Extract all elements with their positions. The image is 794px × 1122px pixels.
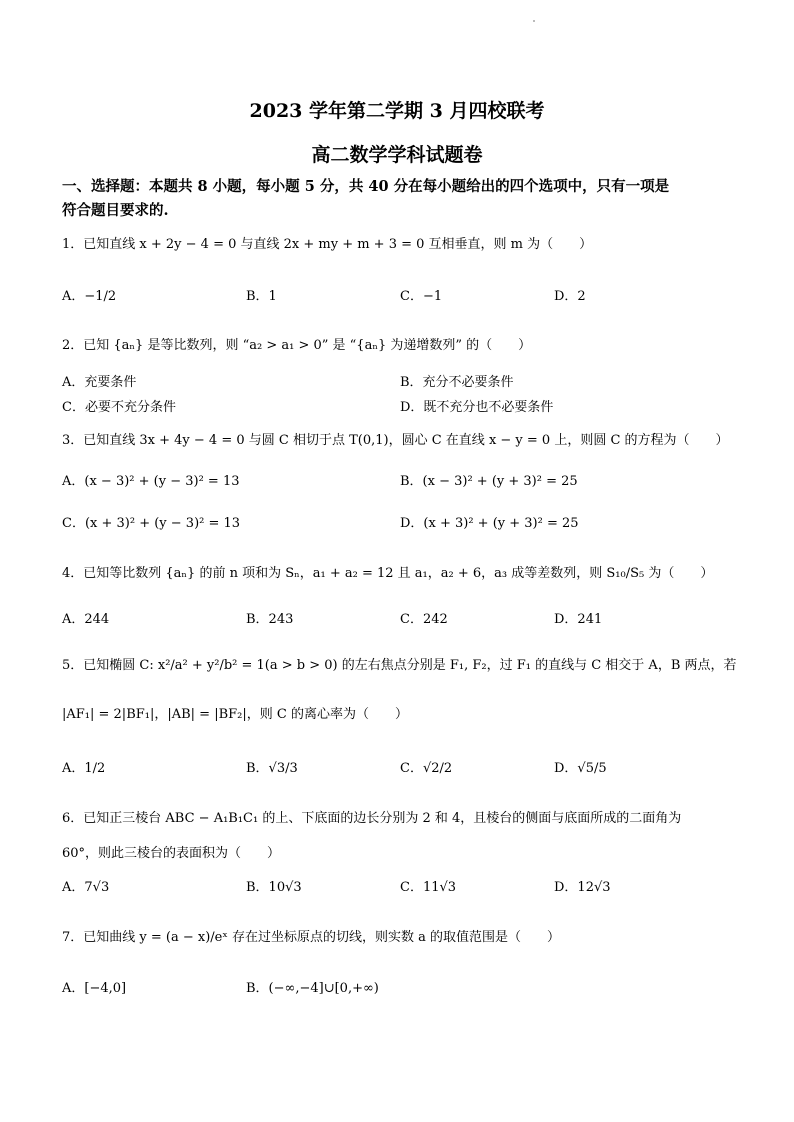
section-heading-line1: 一、选择题：本题共 8 小题，每小题 5 分，共 40 分在每小题给出的四个选项中，只有一项是 <box>62 178 670 195</box>
question-6-option-d: D．12√3 <box>554 880 611 895</box>
question-2-option-c: C．必要不充分条件 <box>62 400 176 415</box>
question-3-option-a: A．(x − 3)² + (y − 3)² = 13 <box>62 474 240 489</box>
question-7-option-b: B．(−∞,−4]∪[0,+∞) <box>246 981 379 996</box>
question-5-option-d: D．√5/5 <box>554 761 607 776</box>
question-4-stem: 4．已知等比数列 {aₙ} 的前 n 项和为 Sₙ，a₁ + a₂ = 12 且 a₁，a₂ + 6，a₃ 成等差数列，则 S₁₀/S₅ 为（ ） <box>62 566 714 581</box>
question-7-stem: 7．已知曲线 y = (a − x)/eˣ 存在过坐标原点的切线，则实数 a 的取值范围是（ ） <box>62 930 561 945</box>
question-5-option-b: B．√3/3 <box>246 761 298 776</box>
question-7-option-a: A．[−4,0] <box>62 981 127 996</box>
question-5-stem-line1: 5．已知椭圆 C: x²/a² + y²/b² = 1(a > b > 0) 的左右焦点分别是 F₁, F₂，过 F₁ 的直线与 C 相交于 A，B 两点，若 <box>62 658 737 673</box>
question-4-option-b: B．243 <box>246 612 294 627</box>
question-2-option-a: A．充要条件 <box>62 375 137 390</box>
question-6-option-b: B．10√3 <box>246 880 302 895</box>
question-1-option-b: B．1 <box>246 289 277 304</box>
question-4-option-c: C．242 <box>400 612 448 627</box>
question-1-option-d: D．2 <box>554 289 586 304</box>
question-4-option-a: A．244 <box>62 612 110 627</box>
question-6-stem-line2: 60°，则此三棱台的表面积为（ ） <box>62 846 281 861</box>
question-1-option-c: C．−1 <box>400 289 443 304</box>
question-6-option-a: A．7√3 <box>62 880 110 895</box>
question-5-option-c: C．√2/2 <box>400 761 453 776</box>
question-5-option-a: A．1/2 <box>62 761 106 776</box>
question-3-option-b: B．(x − 3)² + (y + 3)² = 25 <box>400 474 578 489</box>
question-2-stem: 2．已知 {aₙ} 是等比数列，则 “a₂ > a₁ > 0” 是 “{aₙ} 为递增数列” 的（ ） <box>62 338 532 353</box>
question-1-stem: 1．已知直线 x + 2y − 4 = 0 与直线 2x + my + m + 3 = 0 互相垂直，则 m 为（ ） <box>62 237 593 252</box>
exam-subtitle: 高二数学学科试题卷 <box>311 144 483 166</box>
question-2-option-b: B．充分不必要条件 <box>400 375 514 390</box>
question-6-stem-line1: 6．已知正三棱台 ABC − A₁B₁C₁ 的上、下底面的边长分别为 2 和 4，且棱台的侧面与底面所成的二面角为 <box>62 811 682 826</box>
question-1-option-a: A．−1/2 <box>62 289 117 304</box>
section-heading-line2: 符合题目要求的. <box>62 202 169 219</box>
question-5-stem-line2: |AF₁| = 2|BF₁|，|AB| = |BF₂|，则 C 的离心率为（ ） <box>62 707 408 722</box>
question-4-option-d: D．241 <box>554 612 603 627</box>
question-3-stem: 3．已知直线 3x + 4y − 4 = 0 与圆 C 相切于点 T(0,1)，圆心 C 在直线 x − y = 0 上，则圆 C 的方程为（ ） <box>62 433 729 448</box>
question-6-option-c: C．11√3 <box>400 880 457 895</box>
question-3-option-c: C．(x + 3)² + (y − 3)² = 13 <box>62 516 241 531</box>
question-3-option-d: D．(x + 3)² + (y + 3)² = 25 <box>400 516 579 531</box>
exam-title: 2023 学年第二学期 3 月四校联考 <box>249 100 545 122</box>
scan-dot <box>533 20 535 22</box>
question-2-option-d: D．既不充分也不必要条件 <box>400 400 554 415</box>
